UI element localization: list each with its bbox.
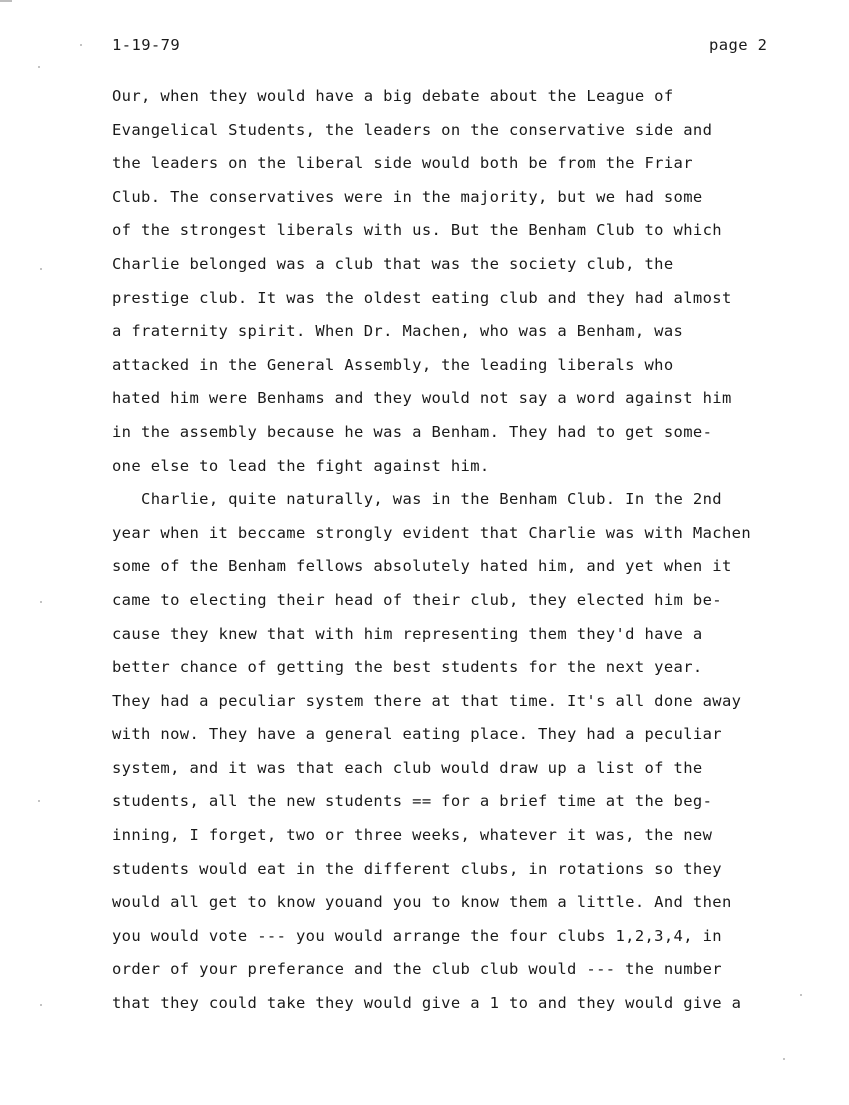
scan-edge-mark — [0, 0, 12, 2]
text-line: Club. The conservatives were in the majority, but we had some — [112, 187, 703, 206]
text-line: inning, I forget, two or three weeks, whatever it was, the new — [112, 826, 713, 845]
text-line: They had a peculiar system there at that time. It's all done away — [112, 691, 742, 710]
text-line: Evangelical Students, the leaders on the conservative side and — [112, 120, 713, 139]
text-line: hated him were Benhams and they would not say a word against him — [112, 389, 732, 408]
text-line: Charlie, quite naturally, was in the Benham Club. In the 2nd — [112, 490, 722, 509]
text-line: would all get to know youand you to know them a little. And then — [112, 893, 732, 912]
text-line: Charlie belonged was a club that was the society club, the — [112, 254, 674, 273]
text-line: better chance of getting the best students for the next year. — [112, 658, 703, 677]
text-line: cause they knew that with him representing them they'd have a — [112, 624, 703, 643]
text-line: prestige club. It was the oldest eating club and they had almost — [112, 288, 732, 307]
text-line: the leaders on the liberal side would both be from the Friar — [112, 154, 693, 173]
scan-speck — [38, 66, 40, 68]
text-line: came to electing their head of their club, they elected him be- — [112, 590, 722, 609]
text-line: year when it beccame strongly evident that Charlie was with Machen — [112, 523, 751, 542]
text-line: you would vote --- you would arrange the four clubs 1,2,3,4, in — [112, 926, 722, 945]
text-line: a fraternity spirit. When Dr. Machen, who was a Benham, was — [112, 322, 684, 341]
scan-speck — [783, 1058, 785, 1060]
text-line: with now. They have a general eating place. They had a peculiar — [112, 725, 722, 744]
transcript-body — [112, 86, 832, 1027]
document-date: 1-19-79 — [112, 36, 181, 54]
text-line: students would eat in the different clubs, in rotations so they — [112, 859, 722, 878]
scan-speck — [40, 268, 42, 270]
text-line: system, and it was that each club would draw up a list of the — [112, 758, 703, 777]
text-line: order of your preferance and the club club would --- the number — [112, 960, 722, 979]
text-line: Our, when they would have a big debate about the League of — [112, 87, 674, 105]
text-line: students, all the new students == for a brief time at the beg- — [112, 792, 713, 811]
scan-speck — [40, 1004, 42, 1006]
text-line: that they could take they would give a 1 to and they would give a — [112, 994, 742, 1013]
scan-speck — [80, 44, 82, 46]
scan-speck — [40, 601, 42, 603]
text-line: of the strongest liberals with us. But the Benham Club to which — [112, 221, 722, 240]
text-line: some of the Benham fellows absolutely hated him, and yet when it — [112, 557, 732, 576]
page-number: page 2 — [709, 36, 768, 54]
text-line: in the assembly because he was a Benham. They had to get some- — [112, 422, 713, 441]
text-line: attacked in the General Assembly, the leading liberals who — [112, 355, 674, 374]
scan-speck — [38, 800, 40, 802]
text-line: one else to lead the fight against him. — [112, 456, 490, 475]
